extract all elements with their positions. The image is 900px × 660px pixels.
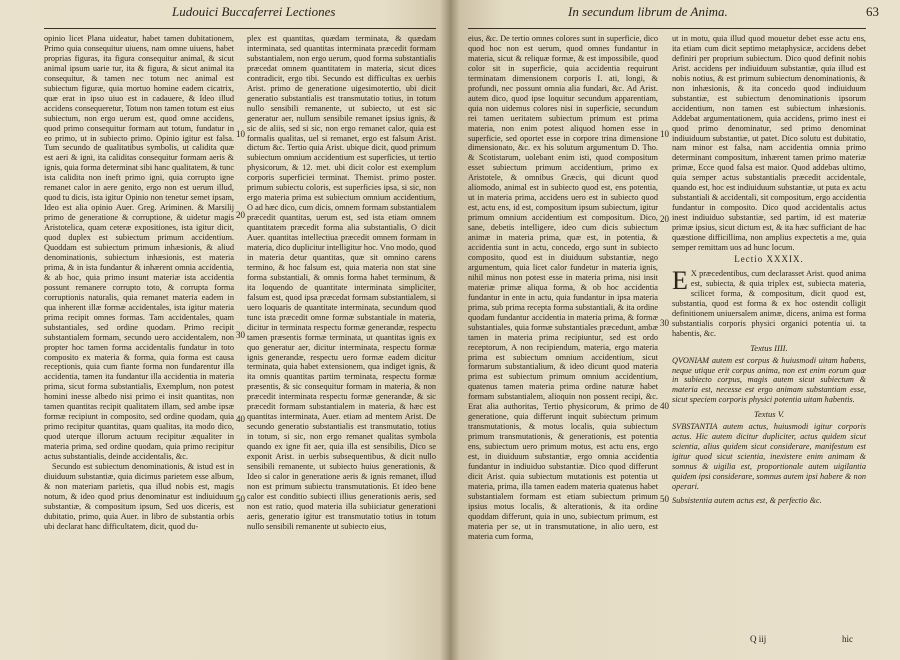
left-line-number: 10 xyxy=(236,129,245,139)
right-head-rule xyxy=(468,28,866,29)
left-line-number: 20 xyxy=(236,210,245,220)
catchword: hic xyxy=(842,634,853,644)
right-line-number: 20 xyxy=(660,214,669,224)
lectio-heading: Lectio XXXIX. xyxy=(734,253,804,264)
left-col1-text: opinio licet Plana uideatur, habet tamen dubitationem, Primo quia consequitur uiuens, nam omne uiuens, habet proprias figuras, ita figura consequitur animal, & sicut animal ipsum uarie tur, ita & figura, & sicut animal ita consequitur, & tamen nec totum nec animal est subiectum figuræ, quia mortuo homine eadem cicatrix, quæ erat in ipso uiuo est in cadauere, & Ideo illud accidens consequeretur, Totum non tamen totum est eius subiectum, non ergo uerum est, quod omne accidens, quod primo consequitur formam aut totum, fundatur in eo primo, ut in subiecto primo. Opinio igitur est falsa. Tum secundo de qualitatibus symbolis, ut calidita quæ est aeri & igni, ita caliditas consequitur formam aeris & ignis, quia forma determinat sibi hanc qualitatem, & tunc ista calidita non ineft primo igni, quia corrupto igne remanet calor in aere genito, ergo non est uerum illud, quod tu dicis, ista igitur Opinio non tenetur semet ipsam, Ideo est alia opinio Auer. Greg. Ariminen. & Marsilij primo de generatione & corruptione, & uidetur magis Aristotelica, quam ceteræ expositiones, ista igitur dicit, quod duplex est subiectum primum accidentium. Quoddam est subiectum primum inhæsionis, & aliud denominationis, subiectum inhæsionis, est materia prima, & in ista fundantur & inhærent omnia accidentia, & ab hoc, quia primo insunt materiæ ista accidentia possunt remanere corrupto toto, & corrupta forma corruptionis naturalis, quia remanet materia eadem in qua inherent illæ formæ accidentales, ista igitur materia prima recipit omnes formas. Tam accidentales, quam substantiales, sed ordine quodam. Primo recipit substantialem formam, secundo uero accidentalem, non propter hoc tamen forma accidentalis fundatur in toto composito ex materia & forma, quia forma est causa receptionis, quia cum fiante forma non fundarentur illa accidentia, tamen ita fundantur illa accidentia in materia prima, sicut forma substantialis, Exemplum, non potest homini inesse albedo nisi primo ei insit quantitas, non tamen quantitas recipit qualitatem illam, sed ambe ipsæ formæ recipiunt in composito, sed ordine quodam, quia primo recipitur quantitas, quam qualitas, ita modo dico, quod uterque illorum actuum recipitur æqualiter in materia prima, sed ordine quodam, quia primo recipitur actus substantialis, deinde accidentalis, &c. xyxy=(44,34,234,462)
right-line-number: 30 xyxy=(660,318,669,328)
right-running-head: In secundum librum de Anima. xyxy=(568,4,728,19)
right-col2a-text: ut in motu, quia illud quod mouetur debet esse actu ens, ita etiam cum dicit septimo metaphysicæ, accidens debet definiri per proprium subiectum. Dico quod definit nobis Arist. accidens per indiuiduum substantiæ, quia illud est nobis notius, & est primum subiectum denominationis, & non inhæsionis, & ita concedo quod indiuiduum substantiæ, est subiectum denominationis ipsorum accidentium, non tamen est subiectum inhæsionis. Addebat argumentationem, quia accidens, primo inest ei quod primo denominatur, sed primo denominat indiuiduum substantiæ, ut patet. Dico solutu est dubitatio, nam minor est falsa, nam accidentia omnia primo determinant compositum, inhærent tamen primo materiæ primæ, Ecce quod falsa est maior. Quod addebas ultimo, quia semper actus substantialis præcedit accidentale, quando est, hoc est indiuiduum substantiæ, ut puta ex actu substantiali & accidentali, sit compositum, ergo accidentia fundantur in composito. Dico quod accidentalis actus inest indiuiduo substantiæ, sed partim, id est materiæ primæ ipsius, sicut dictum est, & ita hæc sufficiant de hac quæstione difficillima, non amplius expectetis a me, quia semper remittam uos ad hunc locum. xyxy=(672,34,866,253)
book-gutter xyxy=(440,0,460,660)
textus-5-text: SVBSTANTIA autem actus, huiusmodi igitur corporis actus. Hic autem dicitur dupliciter, actus quidem sicut scientia, alius quidem sicut considerare, manifestum est igitur quod sicut scientia, inexistere enim animam & somnus & uigilia est, proportionale autem uigilantia quidem ipsi considerare, somnus autem ipsi habere & non operari. xyxy=(672,422,866,491)
right-line-number: 10 xyxy=(660,129,669,139)
left-head-rule xyxy=(44,28,436,29)
right-page xyxy=(450,0,900,660)
lectio-body: X præcedentibus, cum declarasset Arist. quod anima est, subiecta, & quia triplex est, subiecta materia, scilicet forma, & compositum, dicit quod est, substantia, quod est forma & ex hoc ostendit colligit definitionem uniuersalem animæ, dicens, anima est forma substantialis corporis physici organici potentia ui. ta habentis, &c. xyxy=(672,268,866,338)
left-column-1 xyxy=(44,34,234,644)
textus-6-start: Subsistentia autem actus est, & perfectio &c. xyxy=(672,495,822,505)
left-col1b-text: Secundo est subiectum denominationis, & istud est in diuiduum substantiæ, quia dicimus parietem esse album, & non materiam parietis, qua illud nobis est, magis notum, & ideo quod prius denominatur est indiuiduum substantiæ, & compositum ipsum, Sed uos diceris, est dubitatio, primo, quia Auer. in libro de substantia orbis ubi declarat hanc difficultatem, dicit, quod du- xyxy=(44,461,234,531)
right-col1-text: eius, &c. De tertio omnes colores sunt in superficie, dico quod hoc non est uerum, quod omnes fundantur in materia, sicut & reliquæ formæ, & est impossibile, quod color sit in superficie, quia accidentia requirunt terminatam dimensionem corporis I. ati, longi, & profundi, nec possunt omnia alia fundari, &c. Ad Arist. autem dico, quod ipse loquitur secundum apparentiam, quia non uidemus colores nisi in superficie, secundum rei tamen ueritatem subiectum primum est prima materia, non enim potest aliquod homen esse in superficie, sed oportet esse in corpore trina dimensione dimensionato, &c. ex his solutum argumentum D. Tho. & Scotistarum, uolebant enim isti, quod compositum esset subiectum primum accidentium, primo ex Aristotele, & omnibus Græcis, qui dicunt quod aliomodo, animal est in subiecto quod est, ens potentia, ut in materia prima, accidens uero est in subiecto quod est, actu ens, id est, compositum ipsum subiectum, igitur primum omnium accidentium est compositum. Dico, sane, debetis intelligere, ideo cum dicis subiectum animæ in materia prima, quæ est, in potentia, & accidentia sunt in actu, concedo, ergo sunt in subiecto composito, quod est in diuiduum substantiæ, nego argumentum, quia licet calor fundetur in materia ignis, nihil minus non potest esse in materia prima, nisi insit materiæ primæ aliqua forma, & ob hoc accidentia fundantur in ente in actu, quia fundantur in ipsa materia prima, sub prima recepta forma substantiali, & ita ordine quodam fundantur accidentia in materia prima, & formæ substantiales, quia formæ substantiales præcedunt, ambæ tamen in materia prima recipiuntur, sed est ordo receptorum, A non recipiendum, materia, ergo materia prima est subiectum omnium accidentium, sicut formarum substantialium, & ideo dicunt quod materia prima est subiectum primum omnium accidentium, quatenus tamen materia prima ordine naturæ habet formam substantialem, alioquin non possent recipi, &c. Erat alia authoritas, Tertio physicorum, & primo de generatione, quia differunt inquit subiectum primum transmutationis, & motus localis, quia subiectum primum transmutationis, & generationis, est potentia ens, subiectum uero primum motus, est actu ens, ergo est, in diuiduum substantiæ, ergo omnia accidentia fundantur in indiuiduo substantiæ. Dico quod differunt dicit Arist. quia subiectum mutationis est potentia ut materia, prima, illa tamen eadem materia quatenus habet substantialem formam est etiam subiectum primum ipsius motus localis, & alterationis, & ita ordine quoddam differunt, quia in uno, subiectum primum, est materia per se, ut in transmutatione, in alio uero, est materia cum forma, xyxy=(468,34,658,541)
left-line-number: 50 xyxy=(236,494,245,504)
left-line-number: 40 xyxy=(236,414,245,424)
drop-capital: E xyxy=(672,265,688,295)
right-column-2 xyxy=(672,34,866,644)
textus-4-heading: Textus IIII. xyxy=(750,342,788,353)
right-column-1 xyxy=(468,34,658,644)
textus-5-heading: Textus V. xyxy=(753,409,785,420)
left-column-2 xyxy=(247,34,436,644)
textus-4-text: QVONIAM autem est corpus & huiusmodi uitam habens, neque utique erit corpus anima, non est enim eorum quæ in subiecto corpus, magis autem sicut subiectum & materia est, necesse est ergo animam substantiam esse, sicut speciem corporis physici potentia uitam habentis. xyxy=(672,355,866,405)
right-line-number: 40 xyxy=(660,401,669,411)
right-col2b-text xyxy=(672,265,866,339)
left-line-number: 30 xyxy=(236,330,245,340)
page-number: 63 xyxy=(866,4,879,19)
left-col2-text: plex est quantitas, quædam terminata, & quædam interminata, sed quantitas interminata præcedit formam substantialem, non ergo uerum, quod forma substantialis præcedat omnem quantitatem in materia, sicut dices contradicit, ergo tibi. Secundo est difficultas ex uerbis Arist. primo de generatione uigesimotertio, ubi dicit generatio substantialis est transmutatio totius, in totum nullo sensibili remanente, ut subiecto, ut est sic generatur aer, nullum sensibile remanet ipsius ignis, & sic de aliis, sed si sic, non ergo remanet calor, quia est formalis qualitas, uel si remanet, ergo est falsum Arist. dictum &c. Tertio quia Arist. ubique dicit, quod primum subiectum omnium accidentium est superficies, ut tertio physicorum, & 12. met. ubi dicit color est exemplum corporis superficiei terminat. Themist. primo poster. primum subiectu coloris, est superficies ipsa, si sic, non ergo materia prima est subiectum omnium accidentium, O ad hæc dico, cum dicis, omnem formam substantialem præcedit quantitas, uerum est, sed ista etiam omnem quantitatem præcedit forma alia substantialis, O dicit Auer. quantitas intellectiua præcedit omnem formam in materia, dico duplicitur intelligitur hoc. Vno modo, quod in materia detur quantitas, quæ sit omnino carens termino, & hoc falsum est, quia materia non stat sine forma substantiali, & omnis forma habet terminum, & ita loquendo de quantitate interminata simpliciter, falsum est, quod ipsa præcedat formam substantialem, si uero loquaris de quantitate interminata, secundum quod tunc ista præcedit omne formæ substantiale in materia, dicitur in terminata respectu formæ generandæ, respectu tamen præsentis formæ terminata, ut quantitas ignis ex quo generatur aer, dicitur interminata, respectu formæ ignis generandæ, respectu uero formæ eadem dicitur terminata, quia habet extensionem, qua indiget ignis, & ita omnis quantitas partim terminata, respectu formæ præsentis, & sic consequitur formam in materia, & non præcedit interminata respectu formæ generandæ, & sic præcedit formam substantialem in materia, & hæc est quantitas interminata, Auer. etiam ad mentem Arist. De secundo generatio substantialis est transmutatio, totius in totum, si sic, non ergo remanet qualitas symbola quando ex igne fit aer, quia illa est sensibilis, Dico se exponit Arist. in uerbis subsequentibus, & dicit nullo sensibili remanente, ut subiecto huius generationis, & Ideo si calor in generatione aeris & ignis remanet, illud non est primum subiectu transmutationis. Et ideo bene calor est conditio subiecti illius generationis aeris, sed non est ratio, quod materia illa subiiciatur generationi aeris, generatio igitur est transmutatio totius in totum nullo sensibili remanente ut subiecto eius, xyxy=(247,34,436,531)
right-line-number: 50 xyxy=(660,494,669,504)
left-running-head: Ludouici Buccaferrei Lectiones xyxy=(172,4,336,19)
signature-mark: Q iij xyxy=(750,634,767,644)
